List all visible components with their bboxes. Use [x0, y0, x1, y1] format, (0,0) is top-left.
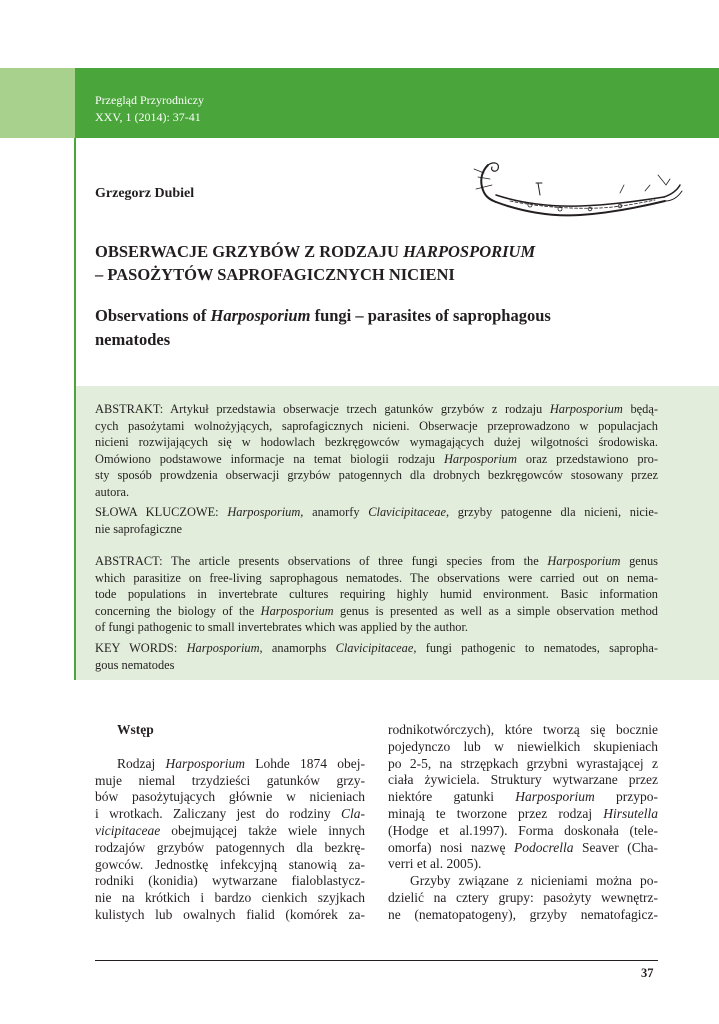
keywords-pl-family: Clavicipitaceae,: [368, 505, 450, 519]
author-name: Grzegorz Dubiel: [95, 186, 195, 201]
body-line: (Hodge et al.1997). Forma doskonała (tele-: [388, 822, 658, 838]
body-line: ne (nematopatogeny), grzyby nematofagicz-: [388, 906, 658, 922]
keywords-en-text: fungi pathogenic to nematodes, sapropha-: [416, 641, 658, 655]
abstract-pl-text: oraz przedstawiono pro-: [516, 451, 658, 466]
body-line: pojedynczo lub w niewielkich skupieniach: [388, 738, 658, 754]
abstract-pl-genus: Harposporium: [549, 402, 623, 416]
body-family: Cla-: [340, 806, 365, 822]
body-text: niektóre gatunki: [388, 789, 516, 805]
abstract-en-genus: Harposporium: [260, 603, 334, 618]
title-en-text: Observations of: [95, 306, 211, 325]
abstract-en-text: ABSTRACT: The article presents observations of three fungi species from the: [95, 554, 548, 568]
body-line: kulistych lub owalnych fialid (komórek za-: [95, 906, 365, 922]
body-line: rodzajów grzybów patogennych dla bezkrę-: [95, 839, 365, 855]
body-genus: Harposporium: [515, 789, 595, 805]
body-text: obejmującej także wiele innych: [160, 822, 365, 838]
abstract-en-text: genus: [620, 554, 658, 568]
abstract-english: [95, 553, 658, 636]
footer-rule: [95, 960, 658, 961]
body-line: muje niemal trzydzieści gatunków grzy-: [95, 772, 365, 788]
abstract-pl-line: autora.: [95, 484, 130, 499]
keywords-pl-text: grzyby patogenne dla nicieni, nicie-: [449, 505, 658, 519]
nematode-illustration: [470, 155, 685, 230]
body-line: gowców. Jednostkę infekcyjną stanowią za-: [95, 856, 365, 872]
body-line: rodnikotwórczych), które tworzą się bocznie: [388, 722, 658, 737]
body-genus: Podocrella: [514, 839, 574, 855]
keywords-en-label: KEY WORDS:: [95, 641, 187, 655]
keywords-en-line: gous nematodes: [95, 657, 175, 672]
body-text: omorfa) nosi nazwę: [388, 839, 515, 855]
body-text: Rodzaj: [117, 755, 166, 771]
body-column-right: [388, 722, 658, 924]
body-line: nie na krótkich i bardzo cienkich szyjkach: [95, 890, 365, 906]
page-number: 37: [641, 966, 654, 980]
abstract-en-line: which parasitize on free-living saprophagous nematodes. The observations were carried out on nema-: [95, 570, 658, 585]
keywords-english: [95, 640, 658, 673]
body-genus: Hirsutella: [603, 805, 658, 821]
title-pl-line2: – PASOŻYTÓW SAPROFAGICZNYCH NICIENI: [95, 265, 455, 284]
body-column-left: [95, 722, 365, 924]
body-text: przypo-: [594, 789, 659, 805]
title-en-text-2: fungi – parasites of saprophagous: [310, 306, 551, 325]
body-text: minają te tworzone przez rodzaj: [388, 805, 604, 821]
title-pl-text: OBSERWACJE GRZYBÓW Z RODZAJU: [95, 242, 404, 261]
body-text: Seaver (Cha-: [573, 839, 658, 855]
keywords-polish: [95, 504, 658, 537]
body-line: Grzyby związane z nicieniami można po-: [410, 873, 658, 889]
keywords-en-text: , anamorphs: [259, 641, 336, 655]
abstract-pl-text: będą-: [622, 402, 658, 416]
abstract-polish: [95, 401, 658, 501]
keywords-en-family: Clavicipitaceae,: [335, 641, 417, 655]
title-pl-genus: HARPOSPORIUM: [403, 242, 536, 261]
keywords-en-genus: Harposporium: [186, 641, 260, 655]
abstract-pl-text: ABSTRAKT: Artykuł przedstawia obserwacje trzech gatunków grzybów z rodzaju: [95, 402, 550, 416]
abstract-en-line: tode populations in invertebrate cultures requiring highly humid environment. Basic information: [95, 587, 658, 602]
journal-info: [95, 92, 204, 126]
keywords-pl-line: nie saprofagiczne: [95, 521, 183, 536]
abstract-pl-line: nicieni rozwijających się w hodowlach bezkręgowców wymagających dużej wilgotności środowiska.: [95, 435, 658, 450]
keywords-pl-genus: Harposporium: [227, 505, 301, 519]
abstract-en-text: concerning the biology of the: [95, 603, 261, 618]
abstract-en-line: of fungi pathogenic to small invertebrates which was applied by the author.: [95, 620, 468, 635]
body-text: i wrotkach. Zaliczany jest do rodziny: [95, 806, 341, 822]
article-title-polish: [95, 240, 655, 286]
body-line: ciała żywiciela. Struktury wytwarzane przez: [388, 772, 658, 788]
abstract-pl-genus: Harposporium: [443, 451, 517, 466]
abstract-en-genus: Harposporium: [547, 554, 621, 568]
body-line: rodniki (konidia) wytwarzane fialoblastycz-: [95, 873, 365, 889]
body-line: po 2-5, na strzępkach grzybni wyrastającej z: [388, 755, 658, 771]
abstract-pl-line: cych pasożytami wolnożyjących, saprofagicznych nicieni. Obserwacje przeprowadzono w populacjach: [95, 418, 658, 433]
body-text: Lohde 1874 obej-: [245, 755, 365, 771]
body-line: bów pasożytujących głównie w nicieniach: [95, 789, 365, 805]
journal-issue: XXV, 1 (2014): 37-41: [95, 110, 201, 124]
abstract-pl-text: Omówiono podstawowe informacje na temat biologii rodzaju: [95, 451, 444, 466]
section-heading: Wstęp: [117, 722, 154, 737]
keywords-pl-label: SŁOWA KLUCZOWE:: [95, 505, 228, 519]
header-band-accent: [0, 68, 75, 138]
title-en-line2: nematodes: [95, 330, 171, 349]
body-line: verri et al. 2005).: [388, 856, 482, 872]
abstract-pl-line: sty sposób prowdzenia obserwacji grzybów patogennych dla drobnych bezkręgowców stosowany przez: [95, 468, 658, 483]
body-genus: Harposporium: [165, 755, 246, 771]
article-title-english: [95, 304, 675, 352]
title-en-genus: Harposporium: [210, 306, 311, 325]
abstract-en-text: genus is presented as well as a simple observation method: [333, 603, 658, 618]
journal-name: Przegląd Przyrodniczy: [95, 93, 204, 107]
keywords-pl-text: , anamorfy: [300, 505, 369, 519]
body-family: vicipitaceae: [95, 822, 161, 838]
body-line: dzielić na cztery grupy: pasożyty wewnętrz-: [388, 889, 658, 905]
